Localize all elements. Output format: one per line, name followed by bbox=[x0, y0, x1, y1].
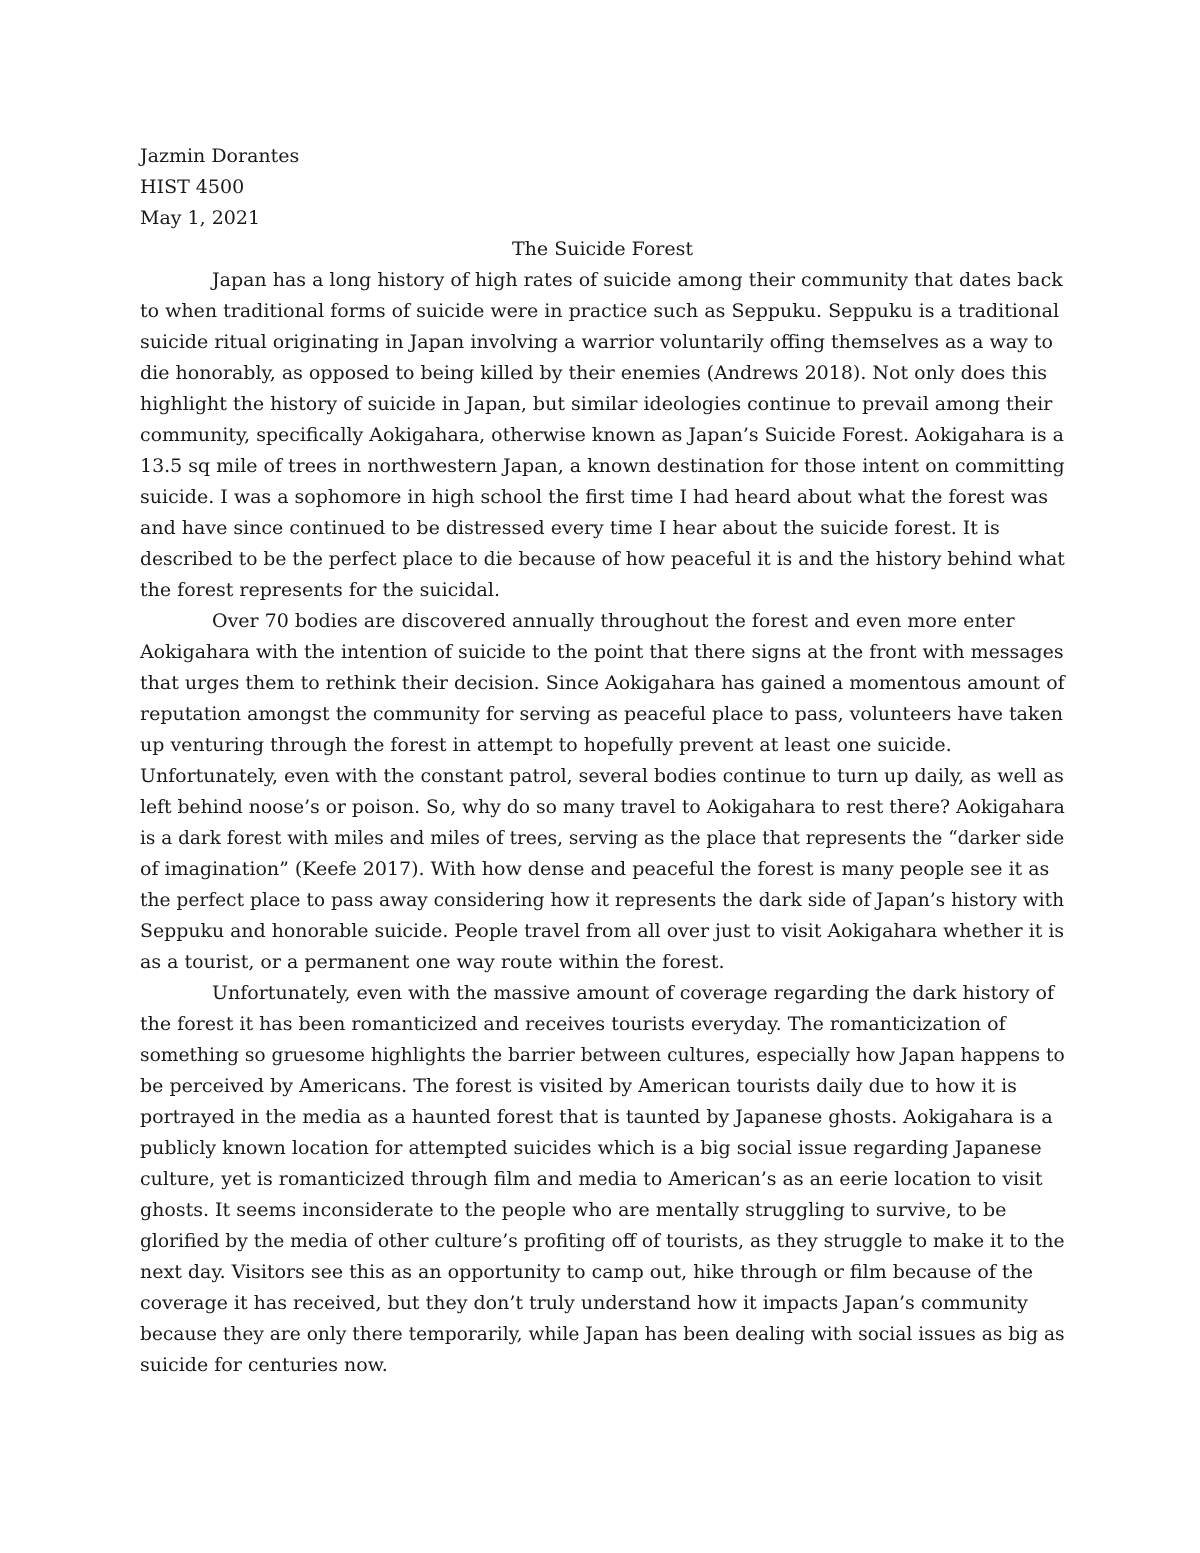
paragraph-line: to when traditional forms of suicide were in practice such as Seppuku. Seppuku is a traditional bbox=[140, 300, 1060, 322]
paragraph-line: community, specifically Aokigahara, otherwise known as Japan’s Suicide Forest. Aokigahara is a bbox=[140, 424, 1064, 446]
author-name: Jazmin Dorantes bbox=[140, 145, 300, 167]
paragraph-line: ghosts. It seems inconsiderate to the people who are mentally struggling to survive, to be bbox=[140, 1199, 1007, 1221]
paragraph-line: because they are only there temporarily, while Japan has been dealing with social issues as big as bbox=[140, 1324, 1065, 1345]
document-date: May 1, 2021 bbox=[140, 207, 261, 229]
document-body bbox=[140, 141, 1065, 1381]
course-code: HIST 4500 bbox=[140, 176, 245, 198]
paragraph-line: as a tourist, or a permanent one way route within the forest. bbox=[140, 951, 725, 973]
paragraph-line: glorified by the media of other culture’s profiting off of tourists, as they struggle to make it to the bbox=[140, 1231, 1065, 1252]
paragraph-line: suicide ritual originating in Japan involving a warrior voluntarily offing themselves as a way to bbox=[140, 331, 1053, 353]
paragraph-line: 13.5 sq mile of trees in northwestern Japan, a known destination for those intent on committing bbox=[140, 455, 1065, 477]
paragraph-line: portrayed in the media as a haunted forest that is taunted by Japanese ghosts. Aokigahara is a bbox=[140, 1106, 1053, 1128]
paragraph-line: of imagination” (Keefe 2017). With how dense and peaceful the forest is many people see it as bbox=[140, 858, 1050, 880]
paragraph-line: the perfect place to pass away considering how it represents the dark side of Japan’s history with bbox=[140, 890, 1065, 911]
document-title: The Suicide Forest bbox=[512, 238, 693, 260]
paragraph-line: die honorably, as opposed to being killed by their enemies (Andrews 2018). Not only does this bbox=[140, 362, 1048, 384]
paragraph-line: Unfortunately, even with the massive amount of coverage regarding the dark history of bbox=[212, 982, 1055, 1004]
paragraph-3 bbox=[140, 978, 1065, 1381]
paragraph-2 bbox=[140, 606, 1065, 978]
paragraph-1 bbox=[140, 265, 1065, 606]
paragraph-line: suicide. I was a sophomore in high school the first time I had heard about what the forest was bbox=[140, 486, 1048, 508]
paragraph-line: Unfortunately, even with the constant patrol, several bodies continue to turn up daily, as well as bbox=[140, 765, 1064, 787]
paragraph-line: is a dark forest with miles and miles of trees, serving as the place that represents the “darker side bbox=[140, 828, 1065, 849]
paragraph-line: coverage it has received, but they don’t truly understand how it impacts Japan’s community bbox=[140, 1292, 1028, 1314]
paragraph-line: that urges them to rethink their decision. Since Aokigahara has gained a momentous amount of bbox=[140, 672, 1065, 694]
paragraph-line: highlight the history of suicide in Japan, but similar ideologies continue to prevail among their bbox=[140, 393, 1053, 415]
paragraph-line: the forest represents for the suicidal. bbox=[140, 579, 500, 601]
paragraph-line: suicide for centuries now. bbox=[140, 1354, 388, 1376]
paragraph-line: be perceived by Americans. The forest is visited by American tourists daily due to how it is bbox=[140, 1075, 1017, 1097]
paragraph-line: next day. Visitors see this as an opportunity to camp out, hike through or film because of the bbox=[140, 1261, 1034, 1283]
paragraph-line: up venturing through the forest in attempt to hopefully prevent at least one suicide. bbox=[140, 734, 952, 756]
paragraph-line: and have since continued to be distressed every time I hear about the suicide forest. It is bbox=[140, 517, 1000, 539]
paragraph-line: Seppuku and honorable suicide. People travel from all over just to visit Aokigahara whether it is bbox=[140, 920, 1065, 942]
paragraph-line: something so gruesome highlights the barrier between cultures, especially how Japan happens to bbox=[140, 1045, 1065, 1066]
paragraph-line: publicly known location for attempted suicides which is a big social issue regarding Japanese bbox=[140, 1137, 1042, 1159]
paragraph-line: described to be the perfect place to die because of how peaceful it is and the history behind what bbox=[140, 549, 1065, 570]
paragraph-line: culture, yet is romanticized through film and media to American’s as an eerie location to visit bbox=[140, 1168, 1043, 1190]
paragraph-line: Japan has a long history of high rates of suicide among their community that dates back bbox=[212, 269, 1063, 291]
paragraph-line: the forest it has been romanticized and receives tourists everyday. The romanticization of bbox=[140, 1013, 1006, 1035]
paragraph-line: Aokigahara with the intention of suicide to the point that there signs at the front with messages bbox=[140, 641, 1064, 663]
paragraph-line: Over 70 bodies are discovered annually throughout the forest and even more enter bbox=[212, 610, 1015, 632]
paragraph-line: reputation amongst the community for serving as peaceful place to pass, volunteers have taken bbox=[140, 703, 1063, 725]
paragraph-line: left behind noose’s or poison. So, why do so many travel to Aokigahara to rest there? Aokigahara bbox=[140, 797, 1065, 818]
